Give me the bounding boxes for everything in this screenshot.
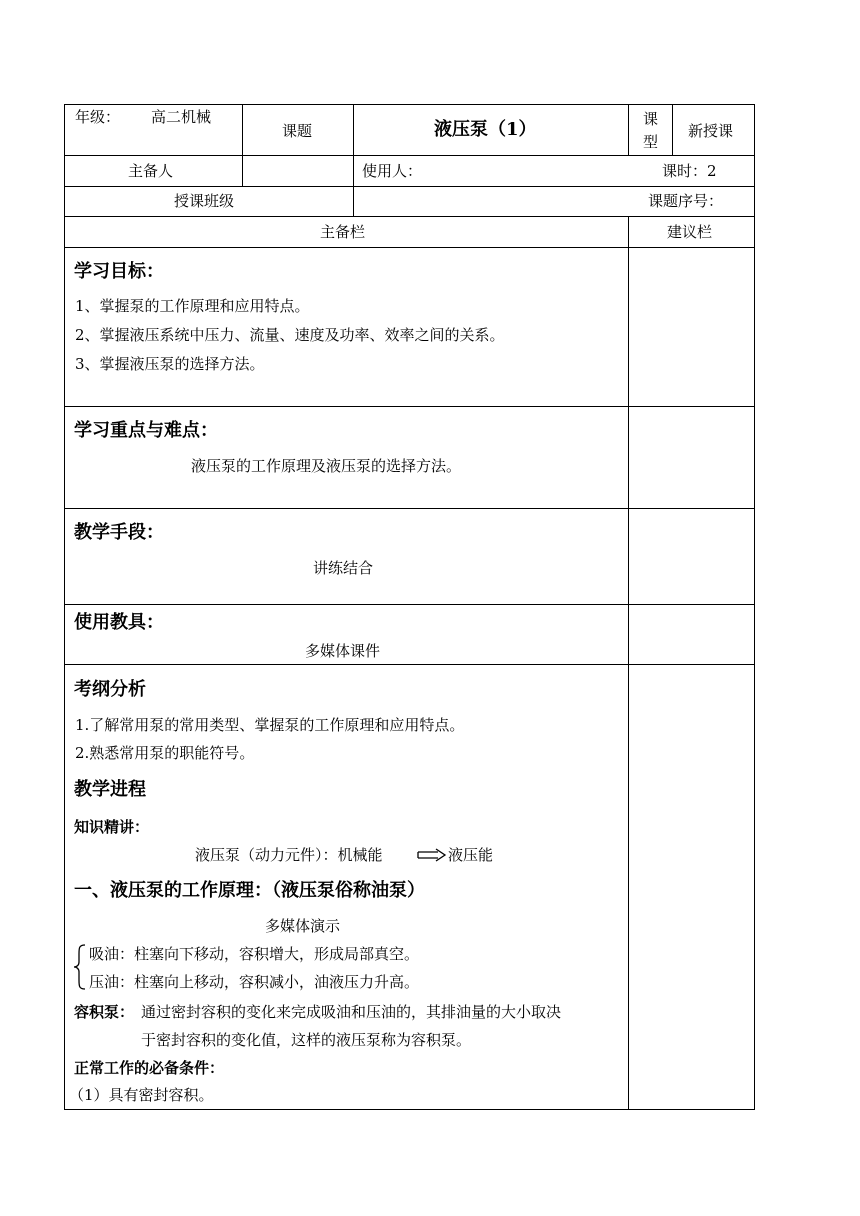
tools-text: 多媒体课件: [305, 642, 381, 660]
condition-item: （1）具有密封容积。: [69, 1086, 214, 1104]
syllabus-item: 1.了解常用泵的常用类型、掌握泵的工作原理和应用特点。: [75, 716, 465, 734]
section1-title: 一、液压泵的工作原理：（液压泵俗称油泵）: [74, 880, 425, 901]
class-hours: 课时：2: [662, 162, 717, 180]
key-points-title: 学习重点与难点：: [74, 420, 218, 441]
main-column-header: 主备栏: [320, 223, 366, 241]
left-brace-icon: [73, 944, 87, 990]
objective-item: 1、掌握泵的工作原理和应用特点。: [75, 297, 310, 315]
methods-text: 讲练结合: [313, 559, 374, 577]
pump-definition-label: 容积泵：: [74, 1003, 135, 1021]
suggest-column-header: 建议栏: [667, 223, 713, 241]
objective-item: 3、掌握液压泵的选择方法。: [75, 355, 265, 373]
preparer-label: 主备人: [128, 162, 174, 180]
topic-title: 液压泵（1）: [434, 119, 537, 140]
suction-text: 吸油：柱塞向下移动，容积增大，形成局部真空。: [89, 945, 420, 963]
objectives-title: 学习目标：: [74, 261, 164, 282]
syllabus-title: 考纲分析: [74, 679, 146, 700]
syllabus-item: 2.熟悉常用泵的职能符号。: [75, 744, 255, 762]
conditions-label: 正常工作的必备条件：: [74, 1059, 225, 1077]
topic-label: 课题: [282, 122, 313, 140]
sequence-label: 课题序号：: [648, 192, 724, 210]
demo-text: 多媒体演示: [265, 917, 341, 935]
methods-title: 教学手段：: [74, 522, 164, 543]
grade-label: 年级：: [75, 108, 121, 126]
knowledge-label: 知识精讲：: [74, 818, 150, 836]
class-label: 授课班级: [174, 192, 235, 210]
energy-conversion-left: 液压泵（动力元件）：机械能: [195, 846, 383, 864]
process-title: 教学进程: [74, 779, 146, 800]
type-label-1: 课: [643, 110, 659, 128]
tools-title: 使用教具：: [74, 612, 164, 633]
double-arrow-icon: [417, 848, 447, 862]
objective-item: 2、掌握液压系统中压力、流量、速度及功率、效率之间的关系。: [75, 326, 505, 344]
discharge-text: 压油：柱塞向上移动，容积减小，油液压力升高。: [89, 973, 420, 991]
type-label-2: 型: [643, 133, 659, 151]
pump-definition-line2: 于密封容积的变化值，这样的液压泵称为容积泵。: [141, 1031, 472, 1049]
pump-definition-line1: 通过密封容积的变化来完成吸油和压油的，其排油量的大小取决: [141, 1003, 562, 1021]
grade-value: 高二机械: [151, 108, 212, 126]
type-value: 新授课: [688, 122, 734, 140]
key-points-text: 液压泵的工作原理及液压泵的选择方法。: [191, 457, 462, 475]
user-label: 使用人：: [362, 162, 423, 180]
energy-conversion-right: 液压能: [448, 846, 494, 864]
